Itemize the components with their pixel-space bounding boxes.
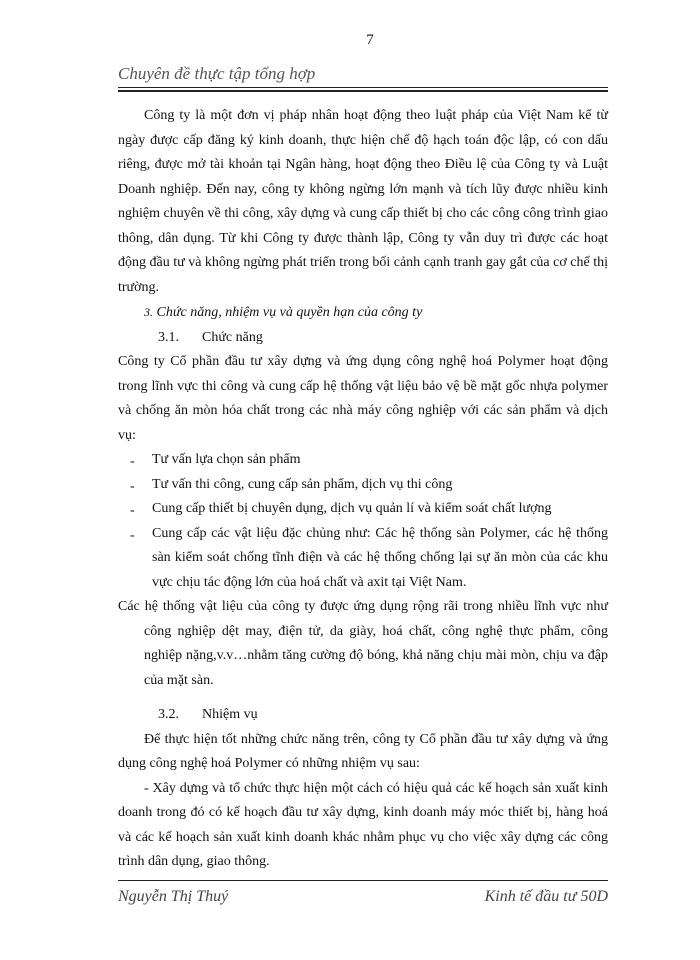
bullet-dash: - [130, 527, 135, 543]
footer-class: Kinh tế đầu tư 50D [484, 888, 608, 905]
footer-author: Nguyễn Thị Thuý [118, 888, 229, 905]
list-item-text: Cung cấp thiết bị chuyên dụng, dịch vụ quản lí và kiểm soát chất lượng [152, 501, 552, 516]
section-3-1-heading [118, 326, 608, 351]
section-3-title: Chức năng, nhiệm vụ và quyền hạn của công ty [156, 305, 423, 320]
section-3-2-number: 3.2. [158, 707, 179, 722]
paragraph-intro: Công ty là một đơn vị pháp nhân hoạt động theo luật pháp của Việt Nam kể từ ngày được cấp đăng ký kinh doanh, thực hiện chế độ hạch toán độc lập, có con dấu riêng, được mở tài khoản tại Ngân hàng, hoạt động theo Điều lệ của Công ty và Luật Doanh nghiệp. Đến nay, công ty không ngừng lớn mạnh và tích lũy được nhiều kinh nghiệm chuyên về thi công, xây dựng và cung cấp thiết bị cho các công công trình giao thông, dân dụng. Từ khi Công ty được thành lập, Công ty vẫn duy trì được các hoạt động đầu tư và không ngừng phát triển trong bối cảnh cạnh tranh gay gắt của cơ chế thị trường. [118, 108, 608, 295]
bullet-dash: - [130, 503, 135, 518]
section-3-number: 3. [144, 305, 153, 319]
section-3-heading [118, 300, 608, 326]
list-item [118, 473, 608, 498]
section-3-1-number: 3.1. [158, 329, 179, 345]
list-item [118, 522, 608, 596]
section-3-1-title: Chức năng [202, 329, 263, 345]
paragraph-functions: Công ty Cổ phần đầu tư xây dựng và ứng dụng công nghệ hoá Polymer hoạt động trong lĩnh vực thi công và cung cấp hệ thống vật liệu bảo vệ bề mặt gốc nhựa polymer và chống ăn mòn hóa chất trong các nhà máy công nghiệp với các sản phẩm và dịch vụ: [118, 354, 608, 443]
bullet-dash: - [130, 478, 135, 494]
header-title: Chuyên đề thực tập tổng hợp [118, 64, 316, 83]
section-3-2-title: Nhiệm vụ [202, 707, 258, 722]
list-item-text: Cung cấp các vật liệu đặc chủng như: Các hệ thống sàn Polymer, các hệ thống sàn kiểm soát chống tĩnh điện và các hệ thống chống lại sự ăn mòn của các khu vực chịu tác động lớn của hoá chất và axit tại Việt Nam. [152, 525, 608, 590]
list-item-text: Tư vấn lựa chọn sản phẩm [152, 452, 301, 467]
document-body [118, 104, 608, 875]
paragraph-duties-intro: Để thực hiện tốt những chức năng trên, công ty Cổ phần đầu tư xây dựng và ứng dụng công nghệ hoá Polymer có những nhiệm vụ sau: [118, 731, 608, 771]
page-number: 7 [366, 32, 374, 48]
section-3-2-heading [118, 703, 608, 728]
footer-rule [118, 880, 608, 881]
paragraph-applications: Các hệ thống vật liệu của công ty được ứng dụng rộng rãi trong nhiều lĩnh vực như công nghiệp dệt may, điện tử, da giày, hoá chất, công nghệ thực phẩm, công nghiệp nặng,v.v…nhằm tăng cường độ bóng, khả năng chịu mài mòn, chịu va đập của mặt sàn. [118, 599, 608, 688]
bullet-dash: - [130, 454, 135, 469]
header-rule-thick [118, 90, 608, 92]
paragraph-duty-1: - Xây dựng và tổ chức thực hiện một cách có hiệu quả các kế hoạch sản xuất kinh doanh trong đó có kế hoạch đầu tư xây dựng, kinh doanh máy móc thiết bị, hàng hoá và các kế hoạch sản xuất kinh doanh khác nhằm phục vụ cho việc xây dựng các công trình dân dụng, giao thông. [118, 780, 608, 869]
list-item-text: Tư vấn thi công, cung cấp sản phẩm, dịch vụ thi công [152, 476, 453, 492]
list-item [118, 448, 608, 473]
functions-list [118, 448, 608, 595]
list-item [118, 497, 608, 522]
header-rule-thin [118, 87, 608, 88]
